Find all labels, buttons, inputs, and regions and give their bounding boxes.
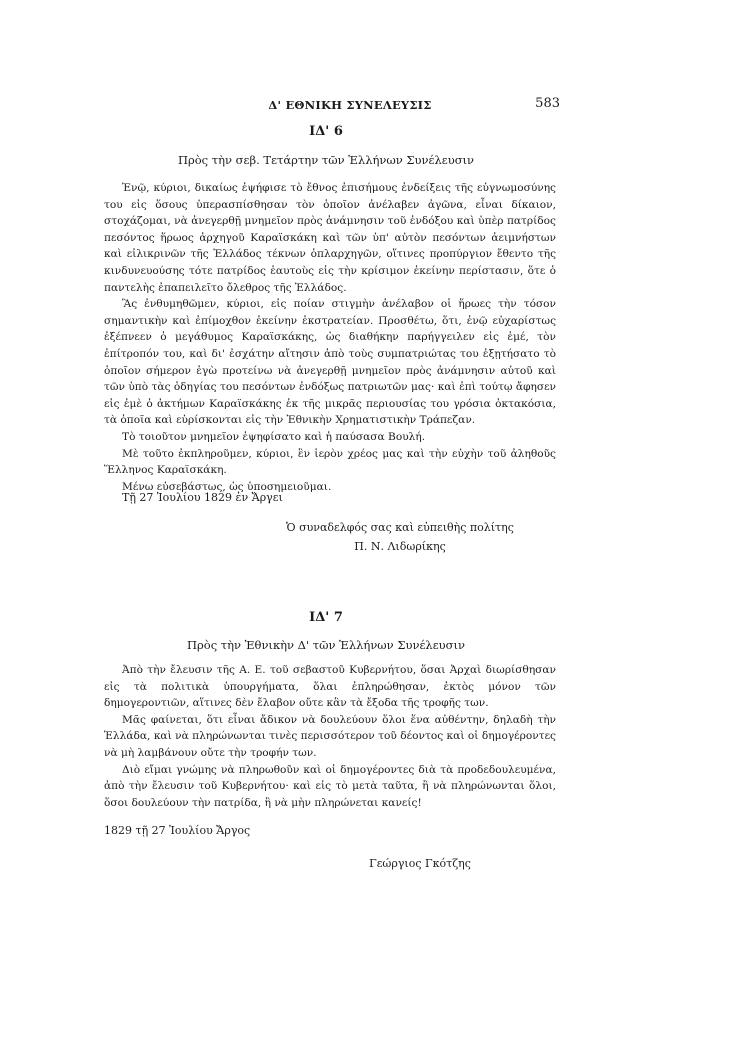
doc7-heading: ΙΔ' 7 — [309, 610, 343, 625]
doc6-closing: Ὁ συναδελφός σας καὶ εὐπειθὴς πολίτης — [286, 521, 514, 534]
page-number: 583 — [535, 96, 560, 111]
doc6-body — [104, 180, 556, 495]
doc6-heading: ΙΔ' 6 — [309, 124, 343, 139]
doc7-subheading: Πρὸς τὴν Ἐθνικὴν Δ' τῶν Ἑλλήνων Συνέλευσιν — [187, 638, 465, 652]
doc6-signatory: Π. Ν. Λιδωρίκης — [354, 540, 446, 553]
doc7-date: 1829 τῇ 27 Ἰουλίου Ἄργος — [104, 824, 251, 837]
doc7-paragraph-2: Μᾶς φαίνεται, ὅτι εἶναι ἄδικον νὰ δουλεύουν ὅλοι ἕνα αὐθέντην, δηλαδὴ τὴν Ἑλλάδα, καὶ νὰ πληρώνωνται τινὲς περισσότερον τοῦ δέοντος καὶ οἱ δημογέροντες νὰ μὴ λαμβάνουν οὔτε τὴν τροφήν των. — [104, 713, 556, 759]
doc6-paragraph-4: Μὲ τοῦτο ἐκπληροῦμεν, κύριοι, ἓν ἱερὸν χρέος μας καὶ τὴν εὐχὴν τοῦ ἀληθοῦς Ἕλληνος Καραϊσκάκη. — [104, 447, 556, 477]
doc7-paragraph-3: Διὸ εἴμαι γνώμης νὰ πληρωθοῦν καὶ οἱ δημογέροντες διὰ τὰ προδεδουλευμένα, ἀπὸ τὴν ἔλευσιν τοῦ Κυβερνήτου· καὶ εἰς τὸ μετὰ ταῦτα, ἢ νὰ πληρώνωνται ὅλοι, ὅσοι δουλεύουν τὴν πατρίδα, ἢ νὰ μὴν πληρώνεται κανείς! — [104, 763, 556, 809]
doc7-body — [104, 662, 556, 811]
doc6-paragraph-1: Ἐνῷ, κύριοι, δικαίως ἐψήφισε τὸ ἔθνος ἐπισήμους ἐνδείξεις τῆς εὐγνωμοσύνης του εἰς ὅσους ὑπερασπίσθησαν τὸν ὁποῖον ἀνέλαβεν ἀγῶνα, εἶναι δίκαιον, στοχάζομαι, νὰ ἀνεγερθῇ μνημεῖον πρὸς ἀνάμνησιν τοῦ ἐνδόξου καὶ ὑπὲρ πατρίδος πεσόντος ἥρωος ἀρχηγοῦ Καραϊσκάκη καὶ τῶν ὑπ' αὐτὸν πεσόντων ἀειμνήστων καὶ εἰλικρινῶν τῆς Ἑλλάδος τέκνων ὁπλαρχηγῶν, οἵτινες προπύργιον ἔθεντο τῆς κινδυνευούσης τότε πατρίδος ἑαυτοὺς εἰς τὴν κρίσιμον ἐκείνην περίστασιν, ὅτε ὁ παντελὴς ἐπαπειλεῖτο ὄλεθρος τῆς Ἑλλάδος. — [104, 182, 556, 294]
doc6-paragraph-2: Ἂς ἐνθυμηθῶμεν, κύριοι, εἰς ποίαν στιγμὴν ἀνέλαβον οἱ ἥρωες τὴν τόσον σημαντικὴν καὶ ἐπίμοχθον ἐκείνην ἐκστρατείαν. Προσθέτω, ὅτι, ἐνῷ εὐχαρίστως ἐξέπνεεν ὁ μεγάθυμος Καραϊσκάκης, ὡς διαθήκην παρήγγειλεν εἰς ἐμέ, τὸν ἐπίτροπόν του, καὶ δι' ἐσχάτην αἴτησιν ἀπὸ τοὺς συμπατριώτας του ἐξῃτήσατο τὸ ὁποῖον σήμερον ἐγὼ προτείνω νὰ ἀνεγερθῇ μνημεῖον πρὸς ἀνάμνησιν αὐτοῦ καὶ τῶν ὑπὸ τὰς ὁδηγίας του πεσόντων ἐνδόξως πατριωτῶν μας· καὶ ἐπὶ τούτῳ ἄφησεν εἰς ἐμὲ ὁ ἀκτήμων Καραϊσκάκης ἐκ τῆς μικρᾶς περιουσίας του γρόσια ὀκτακόσια, τὰ ὁποῖα καὶ εὑρίσκονται εἰς τὴν Ἐθνικὴν Χρηματιστικὴν Τράπεζαν. — [104, 298, 556, 427]
doc6-paragraph-5: Μένω εὐσεβάστως, ὡς ὑποσημειοῦμαι. — [122, 480, 332, 493]
doc7-signatory: Γεώργιος Γκότζης — [369, 857, 471, 870]
running-head: Δ' ΕΘΝΙΚΗ ΣΥΝΕΛΕΥΣΙΣ — [268, 98, 432, 112]
doc6-date: Τῇ 27 Ἰουλίου 1829 ἐν Ἄργει — [122, 491, 283, 504]
doc7-paragraph-1: Ἀπὸ τὴν ἔλευσιν τῆς Α. Ε. τοῦ σεβαστοῦ Κυβερνήτου, ὅσαι Ἀρχαὶ διωρίσθησαν εἰς τὰ πολιτικὰ ὑπουργήματα, ὅλαι ἐπληρώθησαν, ἐκτὸς μόνον τῶν δημογεροντιῶν, αἵτινες δὲν ἔλαβον οὔτε κἂν τὰ ἔξοδα τῆς τροφῆς των. — [104, 664, 556, 710]
doc6-paragraph-3: Τὸ τοιοῦτον μνημεῖον ἐψηφίσατο καὶ ἡ παύσασα Βουλή. — [122, 430, 426, 443]
doc6-subheading: Πρὸς τὴν σεβ. Τετάρτην τῶν Ἑλλήνων Συνέλευσιν — [177, 153, 475, 167]
